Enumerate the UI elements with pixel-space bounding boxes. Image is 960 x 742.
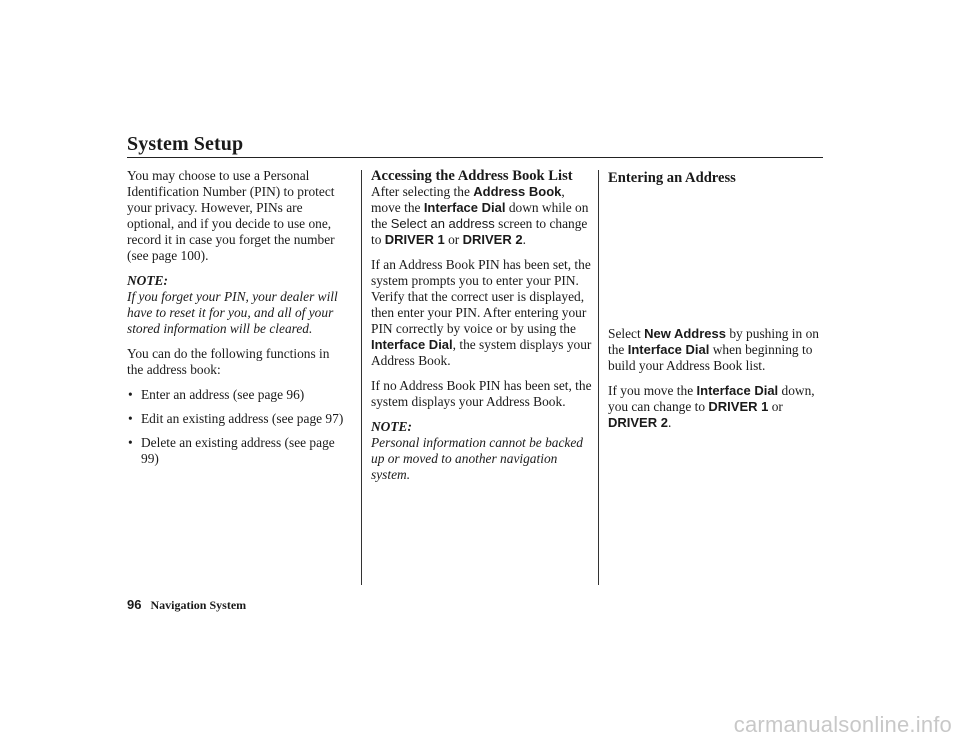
text: down, you can change to (608, 383, 815, 414)
page-number: 96 (127, 597, 142, 612)
paragraph (608, 383, 830, 431)
functions-intro: You can do the following functions in the address book: (127, 346, 330, 377)
watermark: carmanualsonline.info (733, 712, 952, 737)
footer-section: Navigation System (150, 598, 247, 612)
ui-label-address-book: Address Book (473, 184, 562, 199)
note-text: If you forget your PIN, your dealer will have to reset it for you, and all of your stored information will be cleared. (127, 289, 338, 336)
column-1 (127, 168, 349, 475)
section-heading-entering: Entering an Address (608, 170, 736, 186)
ui-label-driver-2: DRIVER 2 (462, 232, 523, 247)
ui-label-driver-2: DRIVER 2 (608, 415, 668, 430)
ui-label-interface-dial: Interface Dial (627, 342, 710, 357)
text: by pushing in on the (608, 326, 819, 357)
ui-label-interface-dial: Interface Dial (696, 383, 779, 398)
text: down while on the (371, 200, 589, 231)
note-label: NOTE: (127, 273, 168, 288)
ui-label-driver-1: DRIVER 1 (708, 399, 769, 414)
text: or (444, 232, 463, 247)
intro-paragraph: You may choose to use a Personal Identification Number (PIN) to protect your privacy. However, PINs are optional, and if you decide to use one, record it in case you forget the number (see page 100). (127, 168, 335, 263)
paragraph (371, 184, 593, 248)
column-divider-2 (598, 170, 599, 585)
text: screen to change to (371, 216, 588, 247)
text: , move the (371, 184, 565, 215)
ui-label-new-address: New Address (644, 326, 726, 341)
text: . (667, 415, 672, 430)
ui-label-select-address: Select an address (390, 216, 495, 231)
section-heading-accessing: Accessing the Address Book List (371, 168, 573, 184)
paragraph: If no Address Book PIN has been set, the system displays your Address Book. (371, 378, 592, 409)
list-item: • Enter an address (see page 96) (127, 387, 349, 403)
text: . (522, 232, 526, 247)
ui-label-interface-dial: Interface Dial (371, 337, 453, 352)
text: Select (608, 326, 645, 341)
paragraph (608, 326, 830, 374)
title-rule (127, 157, 823, 158)
text: If an Address Book PIN has been set, the system prompts you to enter your PIN. Verify that the correct user is displayed, then enter your PIN. After entering your PIN correctly by voice or by using the (371, 257, 591, 336)
column-divider-1 (361, 170, 362, 585)
note-text: Personal information cannot be backed up or moved to another navigation system. (371, 435, 583, 482)
column-3 (608, 168, 830, 440)
list-item: • Edit an existing address (see page 97) (127, 411, 349, 427)
text: when beginning to build your Address Book list. (608, 342, 813, 373)
list-item: • Delete an existing address (see page 99) (127, 435, 349, 467)
ui-label-interface-dial: Interface Dial (423, 200, 506, 215)
text: or (768, 399, 783, 414)
text: After selecting the (371, 184, 474, 199)
text: , the system displays your Address Book. (371, 337, 592, 368)
paragraph (371, 257, 593, 369)
column-2 (371, 168, 593, 492)
ui-label-driver-1: DRIVER 1 (384, 232, 445, 247)
function-list (127, 387, 349, 467)
note-label: NOTE: (371, 419, 412, 434)
page-footer (127, 597, 246, 613)
page-title: System Setup (127, 133, 244, 155)
figure-space (608, 186, 830, 326)
text: If you move the (608, 383, 697, 398)
